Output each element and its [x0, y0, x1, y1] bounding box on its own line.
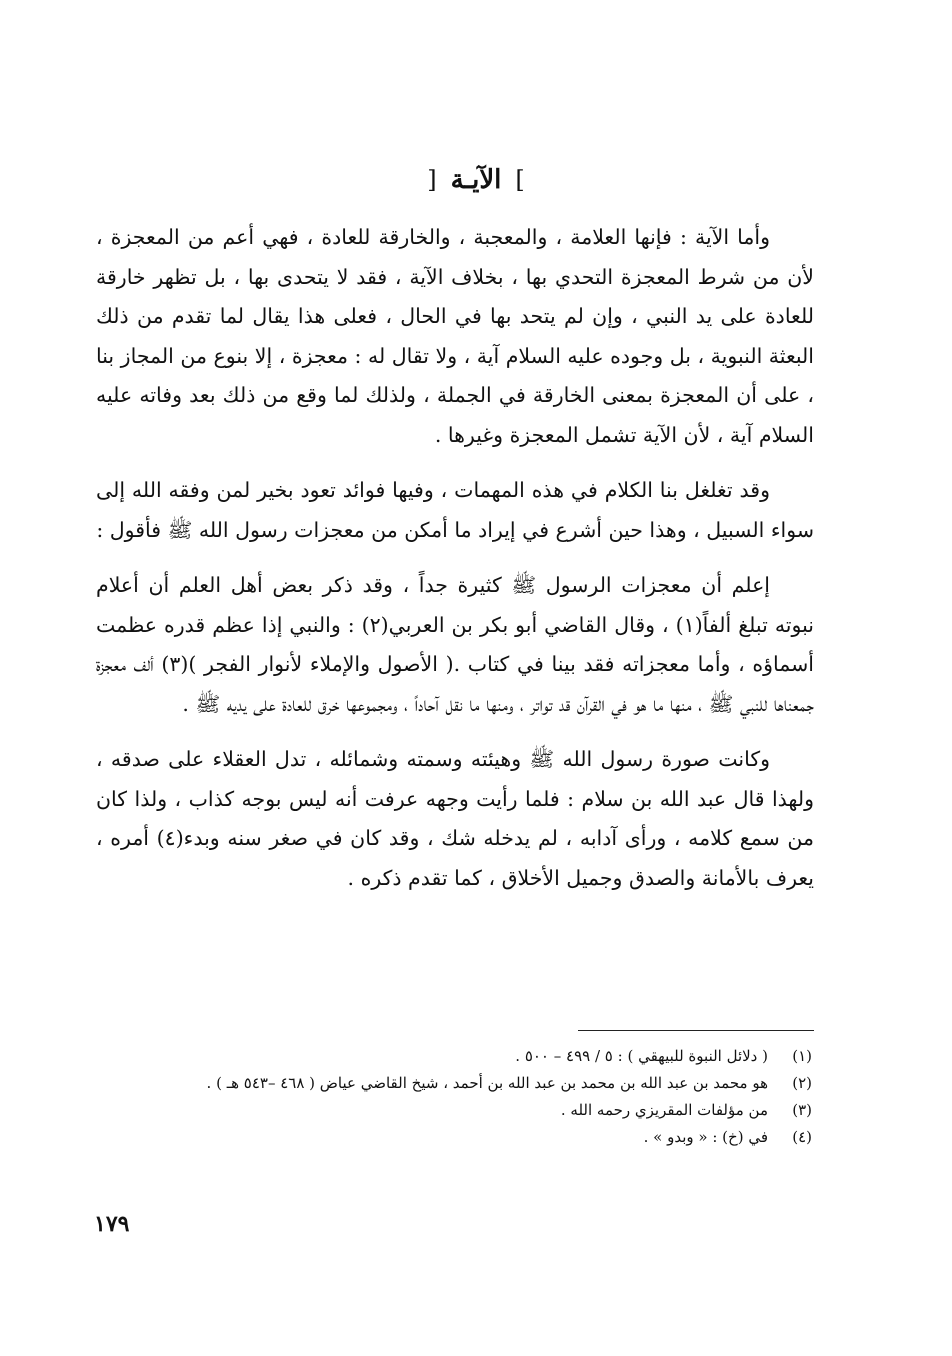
footnote-number: (٢) [792, 1074, 812, 1092]
footnote-text: ( دلائل النبوة للبيهقي ) : ٥ / ٤٩٩ – ٥٠٠ . [515, 1047, 768, 1065]
section-heading [0, 160, 952, 200]
heading-open-bracket: ] [515, 166, 525, 194]
paragraph-2: وقد تغلغل بنا الكلام في هذه المهمات ، وفيها فوائد تعود بخير لمن وفقه الله إلى سواء السبيل ، وهذا حين أشرع في إيراد ما أمكن من معجزات رسول الله ﷺ فأقول : [96, 478, 814, 542]
footnote-text: من مؤلفات المقريزي رحمه الله . [560, 1101, 768, 1119]
footnote-divider [578, 1030, 814, 1031]
footnote-number: (١) [792, 1047, 812, 1065]
footnote-item [96, 1124, 812, 1151]
paragraph-1: وأما الآية : فإنها العلامة ، والمعجبة ، والخارقة للعادة ، فهي أعم من المعجزة ، لأن من شرط المعجزة التحدي بها ، بخلاف الآية ، فقد لا يتحدى بها ، بل تظهر خارقة للعادة على يد النبي ، وإن لم يتحد بها في الحال ، فعلى هذا يقال لما تقدم من ذلك البعثة النبوية ، بل وجوده عليه السلام آية ، ولا تقال له : معجزة ، إلا بنوع من المجاز بنا ، على أن المعجزة بمعنى الخارقة في الجملة ، ولذلك لما وقع من ذلك بعد وفاته عليه السلام آية ، لأن الآية تشمل المعجزة وغيرها . [96, 225, 814, 447]
page-number: ١٧٩ [94, 1211, 130, 1237]
footnote-text: هو محمد بن عبد الله بن محمد بن عبد الله بن أحمد ، شيخ القاضي عياض ( ٤٦٨ –٥٤٣ هـ ) . [206, 1074, 768, 1092]
footnote-number: (٣) [792, 1101, 812, 1119]
paragraph-4: وكانت صورة رسول الله ﷺ وهيئته وسمته وشمائله ، تدل العقلاء على صدقه ، ولهذا قال عبد الله بن سلام : فلما رأيت وجهه عرفت أنه ليس بوجه كذاب ، ولذا كان من سمع كلامه ، ورأى آدابه ، لم يدخله شك ، وقد كان في صغر سنه وبدء(٤) أمره ، يعرف بالأمانة والصدق وجميل الأخلاق ، كما تقدم ذكره . [96, 747, 814, 890]
footnote-text: في (خ) : « وبدو » . [643, 1128, 768, 1146]
paragraph-3: إعلم أن معجزات الرسول ﷺ كثيرة جداً ، وقد ذكر بعض أهل العلم أن أعلام نبوته تبلغ ألفاً(١) ، وقال القاضي أبو بكر بن العربي(٢) : والنبي إذا عظم قدره عظمت أسماؤه ، وأما معجزاته فقد بينا في كتاب .( الأصول والإملاء لأنوار الفجر )(٣) ألف معجزة جمعناها للنبي ﷺ ، منها ما هو في القرآن قد تواتر ، ومنها ما نقل آحاداً ، ومجموعها خرق للعادة على يديه ﷺ . [96, 573, 814, 716]
main-text [96, 218, 814, 914]
footnote-item [96, 1070, 812, 1097]
heading-title: الآيـة [450, 165, 502, 195]
heading-close-bracket: [ [427, 166, 437, 194]
footnote-item [96, 1043, 812, 1070]
footnote-number: (٤) [792, 1128, 812, 1146]
footnote-item [96, 1097, 812, 1124]
footnotes [96, 1043, 812, 1151]
